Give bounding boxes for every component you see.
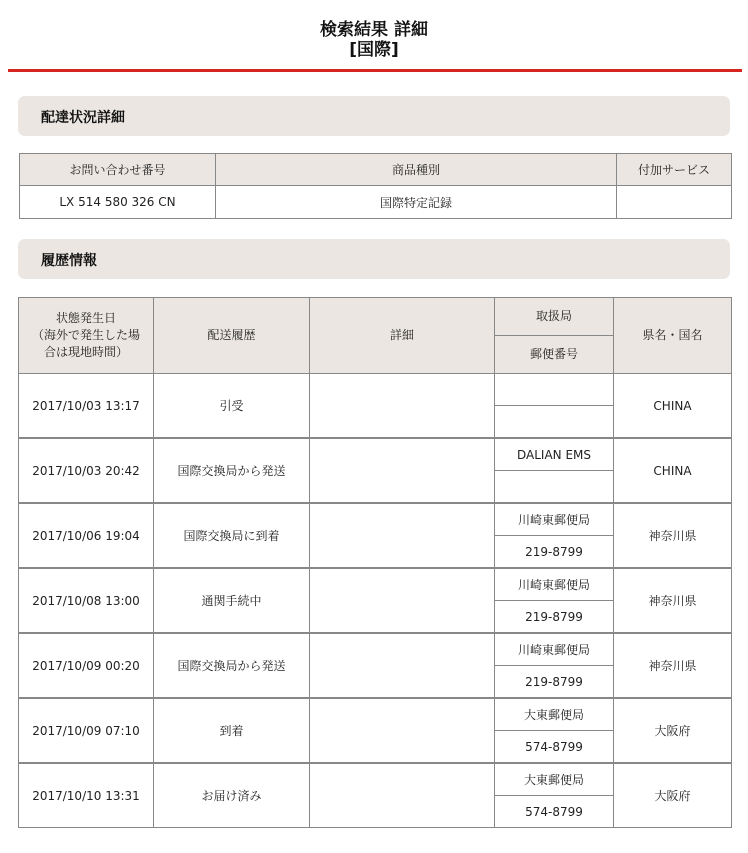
history-date: 2017/10/09 00:20: [19, 633, 154, 698]
history-office: DALIAN EMS: [495, 438, 614, 471]
tracking-number: LX 514 580 326 CN: [20, 186, 216, 219]
col-date-line2: （海外で発生した場: [31, 328, 140, 342]
history-region: CHINA: [614, 438, 732, 503]
history-region: 神奈川県: [614, 568, 732, 633]
table-row: [19, 763, 732, 796]
history-status: 到着: [154, 698, 310, 763]
col-postal: 郵便番号: [495, 336, 614, 374]
history-detail: [310, 374, 495, 439]
history-section-header: [18, 239, 730, 279]
table-row: [19, 503, 732, 536]
page-title-main: 検索結果 詳細: [320, 20, 428, 40]
delivery-section-header: [18, 96, 730, 136]
history-region: 神奈川県: [614, 633, 732, 698]
history-detail: [310, 438, 495, 503]
history-date: 2017/10/06 19:04: [19, 503, 154, 568]
col-region: 県名・国名: [614, 298, 732, 374]
history-office: [495, 374, 614, 406]
table-row: [19, 633, 732, 666]
history-date: 2017/10/03 20:42: [19, 438, 154, 503]
history-postal: [495, 406, 614, 439]
table-row: [19, 374, 732, 406]
history-office: 大東郵便局: [495, 698, 614, 731]
history-office: 大東郵便局: [495, 763, 614, 796]
history-table: [18, 297, 732, 828]
col-product-type: 商品種別: [216, 154, 617, 186]
history-detail: [310, 633, 495, 698]
history-date: 2017/10/10 13:31: [19, 763, 154, 828]
title-divider: [8, 69, 742, 72]
product-type: 国際特定記録: [216, 186, 617, 219]
history-date: 2017/10/08 13:00: [19, 568, 154, 633]
history-status: 通関手続中: [154, 568, 310, 633]
table-row: [19, 438, 732, 471]
history-date: 2017/10/09 07:10: [19, 698, 154, 763]
history-status: 国際交換局に到着: [154, 503, 310, 568]
delivery-status-table: [19, 153, 732, 219]
history-region: 大阪府: [614, 763, 732, 828]
col-date: [19, 298, 154, 374]
col-date-line1: 状態発生日: [55, 311, 116, 325]
history-status: 国際交換局から発送: [154, 633, 310, 698]
history-postal: 219-8799: [495, 666, 614, 699]
page-title: [0, 20, 748, 60]
col-detail: 詳細: [310, 298, 495, 374]
delivery-section-title: 配達状況詳細: [41, 110, 125, 126]
history-postal: [495, 471, 614, 504]
history-office: 川崎東郵便局: [495, 568, 614, 601]
table-row: [19, 698, 732, 731]
history-detail: [310, 763, 495, 828]
page-title-sub: [国際]: [349, 40, 399, 60]
history-postal: 219-8799: [495, 601, 614, 634]
col-office: 取扱局: [495, 298, 614, 336]
col-history: 配送履歴: [154, 298, 310, 374]
history-postal: 574-8799: [495, 731, 614, 764]
col-additional-service: 付加サービス: [617, 154, 732, 186]
history-status: 国際交換局から発送: [154, 438, 310, 503]
history-detail: [310, 568, 495, 633]
history-status: 引受: [154, 374, 310, 439]
col-tracking-number: お問い合わせ番号: [20, 154, 216, 186]
history-detail: [310, 503, 495, 568]
additional-service: [617, 186, 732, 219]
history-postal: 574-8799: [495, 796, 614, 828]
history-rows: [19, 374, 732, 828]
history-status: お届け済み: [154, 763, 310, 828]
history-postal: 219-8799: [495, 536, 614, 569]
history-region: 神奈川県: [614, 503, 732, 568]
table-row: [19, 568, 732, 601]
history-region: CHINA: [614, 374, 732, 439]
history-section-title: 履歴情報: [41, 253, 97, 269]
history-detail: [310, 698, 495, 763]
history-date: 2017/10/03 13:17: [19, 374, 154, 439]
history-region: 大阪府: [614, 698, 732, 763]
col-date-line3: 合は現地時間）: [43, 345, 128, 359]
table-row: [20, 186, 732, 219]
history-office: 川崎東郵便局: [495, 633, 614, 666]
history-office: 川崎東郵便局: [495, 503, 614, 536]
